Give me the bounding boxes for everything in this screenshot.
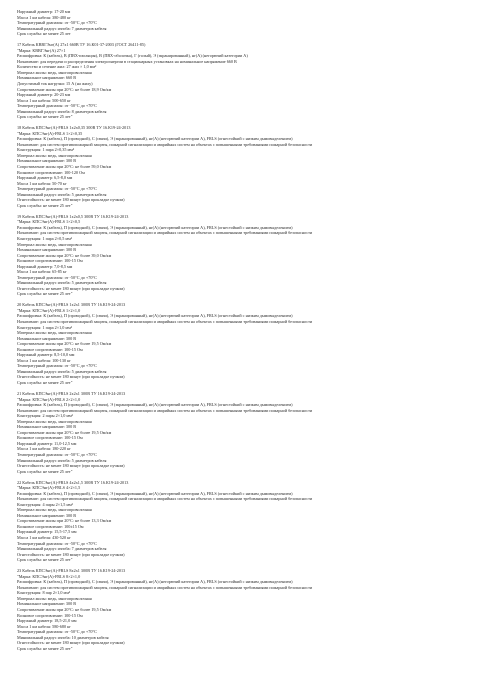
cable-spec-line: Масса 1 км кабеля: 180-220 кг	[17, 446, 71, 452]
cable-spec-line: Сопротивление жилы при 20°С: не более 13,3 Ом/км	[17, 518, 112, 524]
cable-spec-line: Сопротивление жилы при 20°С: не более 59,0 Ом/км	[17, 164, 112, 169]
cable-spec-line: Расшифровка: К (кабель), В (ПВХ-изоляция), В (ПВХ-оболочка), Г (голый), Э (экранированный), нг(А) (негорючий категории А)	[17, 53, 248, 59]
cable-spec-heading: 22 Кабель КПСЭнг(А)-FRLS 4х2х1,5 300В ТУ 16.К19-24-2013	[17, 479, 129, 485]
cable-spec-line: Срок службы: не менее 25 лет"	[17, 557, 73, 563]
cable-spec-line: Огнестойкость: не менее 180 минут (при прокладке пучком)	[17, 463, 125, 469]
cable-spec-line: "Марка: КПСЭнг(А)-FRLS 2×2×1,0	[17, 396, 81, 402]
cable-spec-line: Масса 1 км кабеля: 380-480 кг	[17, 14, 71, 20]
cable-spec-line: Минимальный радиус изгиба: 5 диаметров кабеля	[17, 457, 107, 463]
cable-spec-section	[17, 480, 487, 563]
cable-spec-line: Назначение: для систем противопожарной защиты, пожарной сигнализации и аварийных систем на объектах с повышенными требованиями пожарной безопасности	[17, 584, 313, 590]
cable-spec-line: Назначение: для систем противопожарной защиты, пожарной сигнализации и аварийных систем на объектах с повышенными требованиями пожарной безопасности	[17, 496, 313, 502]
cable-spec-line: Сопротивление жилы при 20°С: не более 39,0 Ом/км	[17, 252, 112, 258]
cable-spec-line: Сопротивление жилы при 20°С: не более 19,5 Ом/км	[17, 606, 112, 612]
cable-spec-heading: 19 Кабель КПСЭнг(А)-FRLS 1х2х0,5 300В ТУ 16.К19-24-2013	[17, 213, 129, 219]
cable-spec-line: Материал жилы: медь, многопроволочная	[17, 330, 92, 336]
cable-spec-line: Температурный диапазон: от -50°С до +70°С	[17, 274, 97, 280]
cable-spec-line: Сопротивление жилы при 20°С: не более 19,5 Ом/км	[17, 341, 112, 347]
cable-spec-line: Материал жилы: медь, многопроволочная	[17, 69, 92, 75]
cable-spec-line: Огнестойкость: не менее 180 минут (при прокладке пучком)	[17, 640, 125, 646]
cable-spec-line: Расшифровка: К (кабель), П (проводной), С (связи), Э (экранированный), нг(А) (негорючий категории А), FRLS (огнестойкий с низким дымовыделением)	[17, 313, 293, 319]
cable-spec-line: Срок службы: не менее 25 лет"	[17, 114, 73, 120]
cable-spec-line: Температурный диапазон: от -50°С до +70°С	[17, 540, 97, 546]
cable-spec-line: Волновое сопротивление: 100-15 Ом	[17, 435, 83, 441]
cable-spec-line: Огнестойкость: не менее 180 минут (при прокладке пучком)	[17, 374, 125, 380]
cable-spec-line: Материал жилы: медь, многопроволочная	[17, 152, 92, 158]
cable-spec-line: Наружный диаметр: 17-20 мм	[17, 9, 71, 14]
cable-spec-line: Расшифровка: К (кабель), П (проводной), С (связи), Э (экранированный), нг(А) (негорючий категории А), FRLS (огнестойкий с низким дымовыделением)	[17, 490, 293, 496]
cable-spec-line: Номинальное напряжение: 300 В	[17, 601, 77, 607]
document-page	[17, 9, 487, 651]
cable-spec-line: Волновое сопротивление: 100-120 Ом	[17, 169, 85, 175]
cable-spec-line: Конструкция: 1 пара 2×0,35 мм²	[17, 147, 75, 153]
cable-spec-line: Огнестойкость: не менее 180 минут (при прокладке пучком)	[17, 551, 125, 557]
cable-spec-line: Масса 1 км кабеля: 50-70 кг	[17, 180, 67, 186]
cable-spec-line: Номинальное напряжение: 300 В	[17, 424, 77, 430]
cable-spec-line: Масса 1 км кабеля: 500-650 кг	[17, 97, 71, 103]
cable-spec-line: Минимальный радиус изгиба: 5 диаметров кабеля	[17, 280, 107, 286]
cable-spec-line: Минимальный радиус изгиба: 10 диаметров кабеля	[17, 634, 109, 640]
cable-spec-line: Волновое сопротивление: 100±15 Ом	[17, 523, 84, 529]
cable-spec-line: Температурный диапазон: от -50°С до +70°С	[17, 363, 97, 369]
cable-spec-line: Сопротивление жилы при 20°С: не более 18,9 Ом/км	[17, 86, 112, 92]
cable-spec-line: Конструкция: 1 пара 2×1,0 мм²	[17, 324, 72, 330]
cable-spec-line: Наружный диаметр: 6,5-8,0 мм	[17, 175, 73, 181]
cable-spec-line: Огнестойкость: не менее 180 минут (при прокладке пучком)	[17, 285, 125, 291]
cable-spec-line: Масса 1 км кабеля: 65-85 кг	[17, 269, 67, 275]
cable-spec-line: Температурный диапазон: от -50°С до +70°С	[17, 451, 97, 457]
cable-spec-heading: 20 Кабель КПСЭнг(А)-FRLS 1х2х1 300В ТУ 16.К19-24-2013	[17, 302, 126, 308]
cable-spec-line: Материал жилы: медь, многопроволочная	[17, 507, 92, 513]
cable-spec-section	[17, 302, 487, 385]
cable-spec-line: Сопротивление жилы при 20°С: не более 19,5 Ом/км	[17, 429, 112, 435]
cable-spec-line: Наружный диаметр: 18,5-21,0 мм	[17, 618, 77, 624]
cable-spec-line: Минимальный радиус изгиба: 5 диаметров кабеля	[17, 191, 107, 197]
cable-spec-line: Срок службы: не менее 25 лет	[17, 31, 71, 37]
cable-spec-section	[17, 391, 487, 474]
cable-spec-line: Конструкция: 2 пары 2×1,0 мм²	[17, 413, 73, 419]
cable-spec-line: Количество и сечение жил: 27 жил × 1,0 мм²	[17, 64, 97, 70]
cable-spec-section	[17, 568, 487, 651]
cable-spec-line: Минимальный радиус изгиба: 7 диаметров кабеля	[17, 25, 107, 31]
cable-spec-line: Назначение: для систем противопожарной защиты, пожарной сигнализации и аварийных систем на объектах с повышенными требованиями пожарной безопасности	[17, 319, 313, 324]
cable-spec-line: Волновое сопротивление: 100-15 Ом	[17, 612, 83, 618]
cable-spec-line: Наружный диаметр: 20-23 мм	[17, 92, 71, 98]
cable-spec-heading: 21 Кабель КПСЭнг(А)-FRLS 2х2х1 300В ТУ 16.К19-24-2013	[17, 390, 126, 396]
cable-spec-line: Номинальное напряжение: 300 В	[17, 335, 77, 341]
cable-spec-line: Минимальный радиус изгиба: 5 диаметров кабеля	[17, 368, 107, 374]
cable-spec-line: Волновое сопротивление: 100-15 Ом	[17, 346, 83, 352]
cable-spec-line: "Марка: КПСЭнг(А)-FRLS 1×2×0,35	[17, 130, 83, 136]
cable-spec-line: "Марка: КПСЭнг(А)-FRLS 4×2×1,5	[17, 485, 81, 491]
cable-spec-heading: 23 Кабель КПСЭнг(А)-FRLS 8х2х1 300В ТУ 16.К19-24-2013	[17, 568, 126, 574]
cable-spec-line: Наружный диаметр: 15,5-17,5 мм	[17, 529, 77, 535]
cable-spec-line: Масса 1 км кабеля: 100-130 кг	[17, 357, 71, 363]
cable-spec-line: Огнестойкость: не менее 180 минут (при прокладке пучком)	[17, 197, 125, 203]
cable-spec-line: Наружный диаметр: 11,0-12,5 мм	[17, 440, 77, 446]
cable-spec-line: Конструкция: 8 пар 2×1,0 мм²	[17, 590, 71, 596]
cable-spec-heading: 17 Кабель КВВГЭнг(А) 27х1 660В ТУ 16.К01-37-2003 (ГОСТ 26411-85)	[17, 42, 146, 48]
cable-spec-line: "Марка: КПСЭнг(А)-FRLS 8×2×1,0	[17, 573, 81, 579]
cable-spec-line: Номинальное напряжение: 300 В	[17, 158, 77, 164]
cable-spec-line: Назначение: для систем противопожарной защиты, пожарной сигнализации и аварийных систем на объектах с повышенными требованиями пожарной безопасности	[17, 407, 313, 413]
cable-spec-line: Минимальный радиус изгиба: 7 диаметров кабеля	[17, 546, 107, 552]
cable-spec-line: Минимальный радиус изгиба: 8 диаметров кабеля	[17, 108, 107, 114]
cable-spec-line: Материал жилы: медь, многопроволочная	[17, 241, 92, 247]
cable-spec-line: Срок службы: не менее 25 лет"	[17, 291, 73, 297]
cable-spec-line: "Марка: КВВГЭнг(А) 27×1	[17, 47, 66, 53]
cable-spec-line: "Марка: КПСЭнг(А)-FRLS 1×2×0,5	[17, 219, 81, 225]
cable-spec-line: Расшифровка: К (кабель), П (проводной), С (связи), Э (экранированный), нг(А) (негорючий категории А), FRLS (огнестойкий с низким дымовыделением)	[17, 402, 293, 408]
cable-spec-line: Назначение: для систем противопожарной защиты, пожарной сигнализации и аварийных систем на объектах с повышенными требованиями пожарной безопасности	[17, 141, 313, 147]
cable-spec-line: Наружный диаметр: 8,5-10,0 мм	[17, 352, 75, 358]
cable-spec-line: Допустимый ток нагрузки: 15 А (на жилу)	[17, 80, 93, 86]
cable-spec-section	[17, 214, 487, 297]
cable-spec-line: Расшифровка: К (кабель), П (проводной), С (связи), Э (экранированный), нг(А) (негорючий категории А), FRLS (огнестойкий с низким дымовыделением)	[17, 579, 293, 585]
cable-spec-line: Волновое сопротивление: 100-15 Ом	[17, 258, 83, 264]
cable-spec-line: Температурный диапазон: от -50°С до +70°С	[17, 20, 97, 26]
cable-spec-heading: 18 Кабель КПСЭнг(А)-FRLS 1х2х0,35 300В ТУ 16.К19-24-2013	[17, 125, 131, 131]
cable-spec-line: Материал жилы: медь, многопроволочная	[17, 595, 92, 601]
cable-spec-line: Номинальное напряжение: 300 В	[17, 247, 77, 253]
cable-spec-line: Назначение: для систем противопожарной защиты, пожарной сигнализации и аварийных систем на объектах с повышенными требованиями пожарной безопасности	[17, 230, 313, 236]
cable-spec-line: Температурный диапазон: от -50°С до +70°С	[17, 103, 97, 109]
cable-spec-section	[17, 9, 487, 37]
cable-spec-line: Масса 1 км кабеля: 430-520 кг	[17, 535, 71, 541]
cable-spec-line: Температурный диапазон: от -50°С до +70°С	[17, 186, 97, 192]
cable-spec-line: Срок службы: не менее 25 лет"	[17, 468, 73, 474]
cable-spec-line: Материал жилы: медь, многопроволочная	[17, 418, 92, 424]
cable-spec-line: Масса 1 км кабеля: 580-680 кг	[17, 623, 71, 629]
cable-spec-section	[17, 42, 487, 120]
cable-spec-line: "Марка: КПСЭнг(А)-FRLS 1×2×1,0	[17, 307, 81, 313]
cable-spec-line: Назначение: для передачи и распределения электроэнергии в стационарных установках на номинальное напряжение 660 В	[17, 58, 237, 64]
cable-spec-line: Срок службы: не менее 25 лет"	[17, 380, 73, 386]
cable-spec-line: Наружный диаметр: 7,0-8,5 мм	[17, 263, 73, 269]
cable-spec-line: Срок службы: не менее 25 лет"	[17, 202, 73, 208]
cable-spec-line: Конструкция: 4 пары 2×1,5 мм²	[17, 501, 73, 507]
cable-spec-line: Номинальное напряжение: 300 В	[17, 512, 77, 518]
cable-spec-section	[17, 125, 487, 208]
cable-spec-line: Расшифровка: К (кабель), П (проводной), С (связи), Э (экранированный), нг(А) (негорючий категории А), FRLS (огнестойкий с низким дымовыделением)	[17, 136, 293, 142]
cable-spec-line: Температурный диапазон: от -50°С до +70°С	[17, 629, 97, 635]
cable-spec-line: Конструкция: 1 пара 2×0,5 мм²	[17, 235, 72, 241]
cable-spec-line: Срок службы: не менее 25 лет"	[17, 645, 73, 651]
cable-spec-line: Расшифровка: К (кабель), П (проводной), С (связи), Э (экранированный), нг(А) (негорючий категории А), FRLS (огнестойкий с низким дымовыделением)	[17, 224, 293, 230]
cable-spec-line: Номинальное напряжение: 660 В	[17, 75, 77, 81]
